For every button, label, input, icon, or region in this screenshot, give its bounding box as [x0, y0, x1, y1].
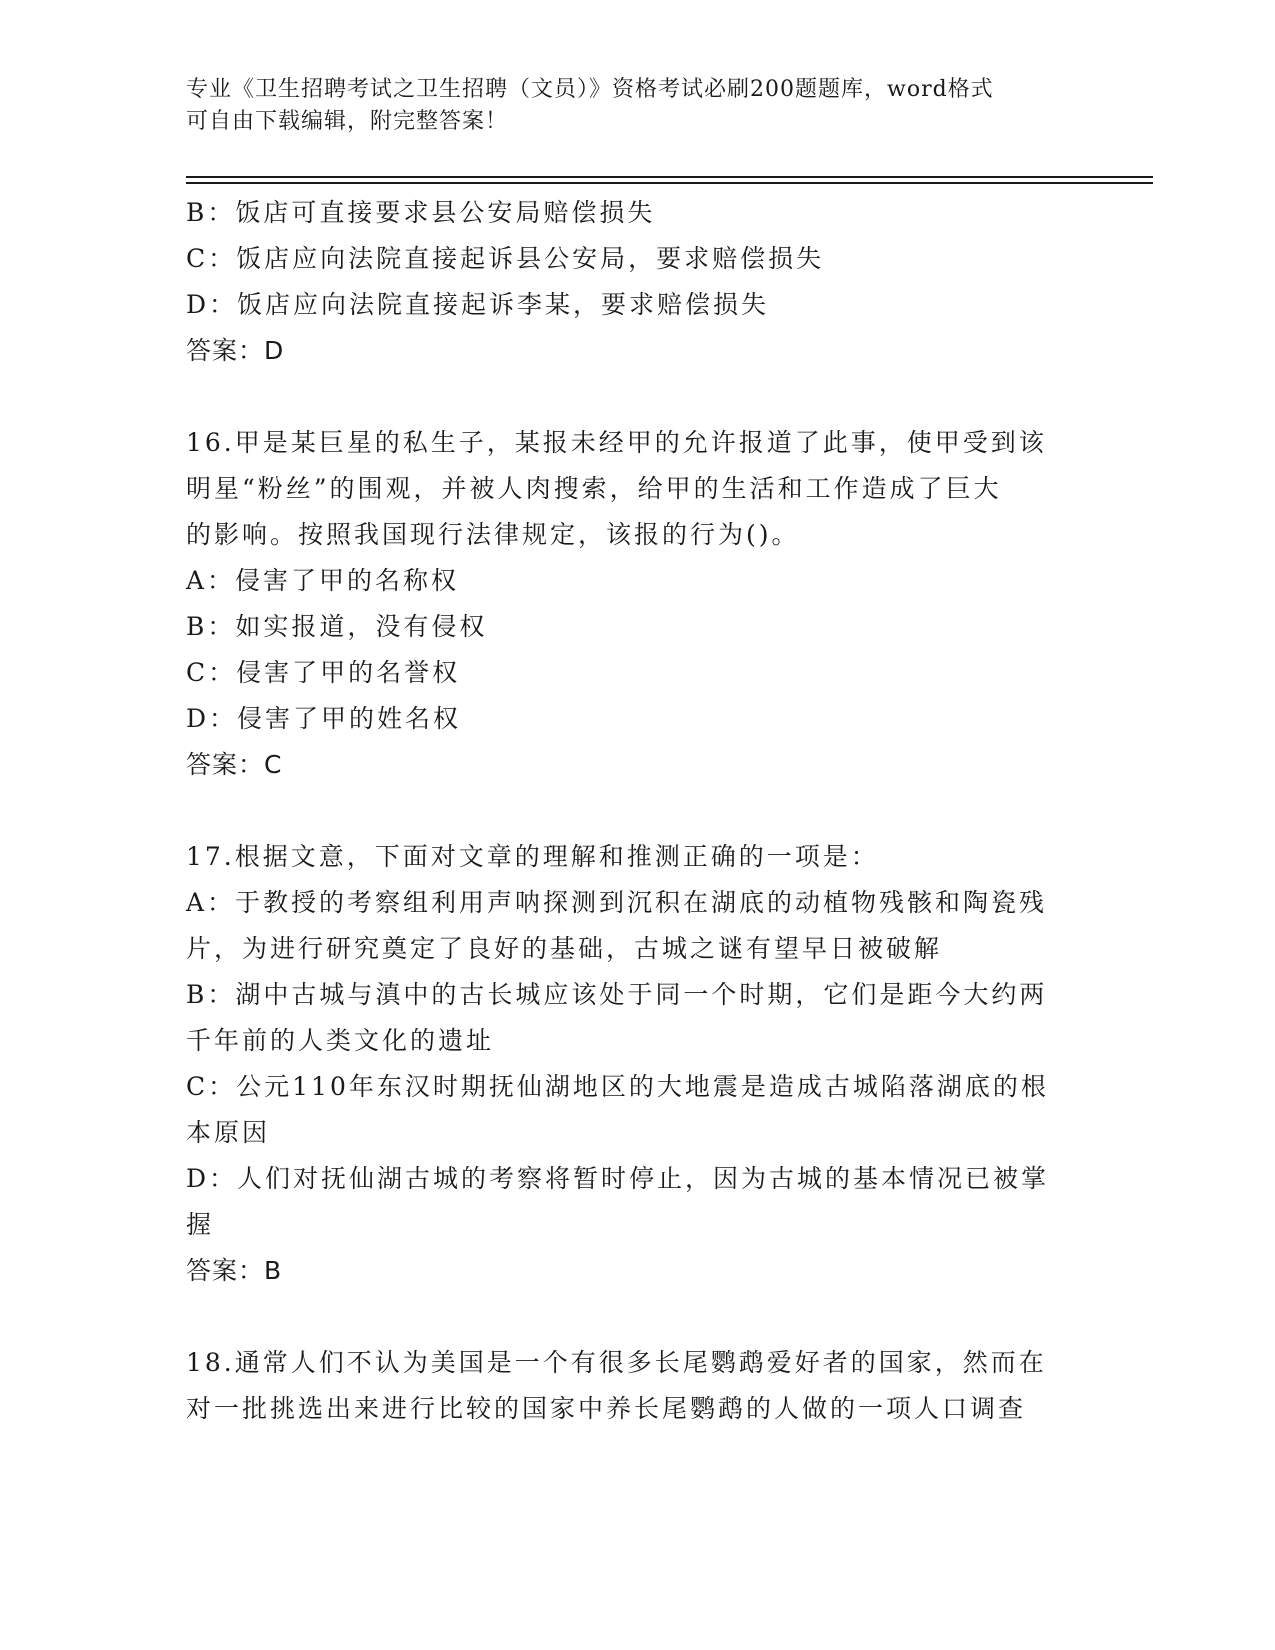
option-d: D：侵害了甲的姓名权: [186, 704, 462, 733]
option-d: D：人们对抚仙湖古城的考察将暂时停止，因为古城的基本情况已被掌: [186, 1164, 1050, 1193]
answer-line: 答案：C: [186, 750, 283, 779]
document-header: [186, 74, 1086, 138]
question-stem-line: 的影响。按照我国现行法律规定，该报的行为()。: [186, 520, 800, 549]
answer-line: 答案：B: [186, 1256, 283, 1285]
option-b: B：饭店可直接要求县公安局赔偿损失: [186, 198, 656, 227]
question-stem-line: 明星“粉丝”的围观，并被人肉搜索，给甲的生活和工作造成了巨大: [186, 474, 1002, 503]
option-d: D：饭店应向法院直接起诉李某，要求赔偿损失: [186, 290, 770, 319]
option-c: C：公元110年东汉时期抚仙湖地区的大地震是造成古城陷落湖底的根: [186, 1072, 1049, 1101]
option-d-continued: 握: [186, 1210, 215, 1239]
option-c-continued: 本原因: [186, 1118, 271, 1147]
option-b-continued: 千年前的人类文化的遗址: [186, 1026, 495, 1055]
header-divider-bottom: [186, 182, 1153, 184]
option-a-continued: 片，为进行研究奠定了良好的基础，古城之谜有望早日被破解: [186, 934, 943, 963]
option-b: B：湖中古城与滇中的古长城应该处于同一个时期，它们是距今大约两: [186, 980, 1048, 1009]
header-divider-top: [186, 176, 1153, 178]
question-stem-line: 18.通常人们不认为美国是一个有很多长尾鹦鹉爱好者的国家，然而在: [186, 1348, 1047, 1377]
question-15-continued: [186, 190, 1086, 374]
option-c: C：饭店应向法院直接起诉县公安局，要求赔偿损失: [186, 244, 825, 273]
question-stem-line: 17.根据文意，下面对文章的理解和推测正确的一项是：: [186, 842, 879, 871]
header-line-1: 专业《卫生招聘考试之卫生招聘（文员）》资格考试必刷200题题库，word格式: [186, 77, 994, 102]
option-b: B：如实报道，没有侵权: [186, 612, 488, 641]
answer-line: 答案：D: [186, 336, 285, 365]
option-a: A：于教授的考察组利用声呐探测到沉积在湖底的动植物残骸和陶瓷残: [186, 888, 1048, 917]
option-a: A：侵害了甲的名称权: [186, 566, 460, 595]
option-c: C：侵害了甲的名誉权: [186, 658, 461, 687]
question-stem-line: 对一批挑选出来进行比较的国家中养长尾鹦鹉的人做的一项人口调查: [186, 1394, 1027, 1423]
question-16: [186, 420, 1086, 788]
question-18: [186, 1340, 1086, 1432]
question-stem-line: 16.甲是某巨星的私生子，某报未经甲的允许报道了此事，使甲受到该: [186, 428, 1047, 457]
header-line-2: 可自由下载编辑，附完整答案！: [186, 109, 509, 134]
question-17: [186, 834, 1086, 1294]
document-body: [186, 190, 1086, 1432]
